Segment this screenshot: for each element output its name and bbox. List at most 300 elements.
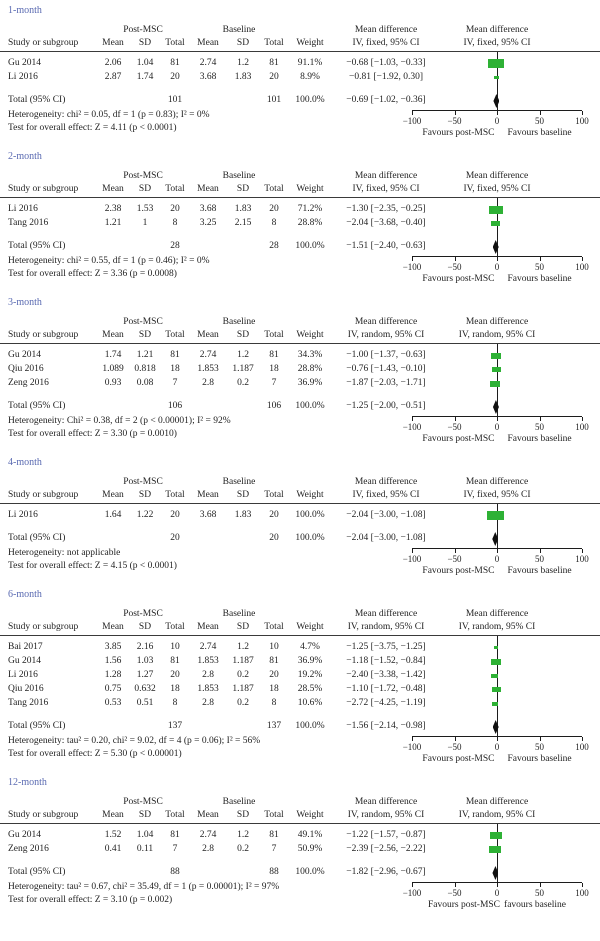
- x-axis-tick-label: 0: [494, 116, 500, 126]
- header-separator-line: [0, 635, 600, 636]
- x-axis-tick: [497, 549, 498, 553]
- ci-text: −0.76 [−1.43, −0.10]: [346, 364, 426, 374]
- heterogeneity-text: Heterogeneity: Chi² = 0.38, df = 2 (p < 0.00001); I² = 92%: [8, 416, 231, 426]
- post-msc-sd: 1.21: [136, 350, 154, 360]
- forest-panel: [0, 297, 600, 457]
- column-header-mean: Mean: [102, 330, 124, 340]
- study-name: Li 2016: [8, 670, 38, 680]
- x-axis-tick: [582, 111, 583, 115]
- weight-value: 10.6%: [297, 698, 323, 708]
- baseline-total: 81: [269, 58, 279, 68]
- ci-text: −2.72 [−4.25, −1.19]: [346, 698, 426, 708]
- x-axis-tick: [540, 417, 541, 421]
- favours-labels: [387, 900, 600, 911]
- forest-panel: [0, 151, 600, 297]
- total-post-msc-n: 137: [167, 721, 183, 731]
- post-msc-mean: 2.38: [104, 204, 122, 214]
- post-msc-total: 18: [170, 364, 180, 374]
- total-weight: 100.0%: [295, 533, 325, 543]
- baseline-sd: 1.2: [237, 642, 249, 652]
- post-msc-mean: 0.75: [104, 684, 122, 694]
- x-axis-tick-label: −100: [402, 888, 422, 898]
- baseline-total: 7: [271, 844, 277, 854]
- study-effect-square: [492, 687, 501, 692]
- x-axis-tick-label: 50: [535, 262, 544, 272]
- ci-text: −2.04 [−3.68, −0.40]: [346, 218, 426, 228]
- ci-text: −1.25 [−3.75, −1.25]: [346, 642, 426, 652]
- study-effect-square: [491, 353, 501, 359]
- column-header-sd: SD: [236, 184, 250, 194]
- post-msc-mean: 0.53: [104, 698, 122, 708]
- x-axis-tick: [455, 737, 456, 741]
- overall-effect-text: Test for overall effect: Z = 3.10 (p = 0.002): [8, 895, 173, 905]
- total-label: Total (95% CI): [8, 241, 66, 251]
- total-weight: 100.0%: [295, 721, 325, 731]
- group-header-post-msc: Post-MSC: [123, 171, 163, 181]
- group-header-post-msc: Post-MSC: [123, 25, 163, 35]
- heterogeneity-text: Heterogeneity: tau² = 0.20, chi² = 9.02, df = 4 (p = 0.06); I² = 56%: [8, 736, 261, 746]
- ci-text: −0.68 [−1.03, −0.33]: [346, 58, 426, 68]
- header-separator-line: [0, 51, 600, 52]
- total-post-msc-n: 20: [170, 533, 180, 543]
- overall-effect-text: Test for overall effect: Z = 5.30 (p < 0.00001): [8, 749, 182, 759]
- ci-text: −2.04 [−3.00, −1.08]: [346, 510, 426, 520]
- favours-right-label: Favours baseline: [507, 566, 572, 576]
- x-axis-tick: [455, 883, 456, 887]
- x-axis-tick-label: −100: [402, 554, 422, 564]
- post-msc-mean: 2.06: [104, 58, 122, 68]
- column-header-sd: SD: [236, 622, 250, 632]
- x-axis-tick: [582, 257, 583, 261]
- favours-left-label: Favours post-MSC: [422, 274, 495, 284]
- x-axis-tick: [540, 257, 541, 261]
- plot-title: Mean difference: [465, 609, 529, 619]
- post-msc-mean: 0.93: [104, 378, 122, 388]
- plot-title: Mean difference: [465, 171, 529, 181]
- column-header-method: IV, fixed, 95% CI: [352, 490, 420, 500]
- column-header-method: IV, random, 95% CI: [347, 622, 425, 632]
- x-axis-tick: [582, 737, 583, 741]
- x-axis-tick-label: 50: [535, 422, 544, 432]
- weight-value: 28.8%: [297, 218, 323, 228]
- post-msc-sd: 1: [142, 218, 148, 228]
- favours-left-label: Favours post-MSC: [422, 128, 495, 138]
- group-header-baseline: Baseline: [222, 317, 256, 327]
- post-msc-total: 81: [170, 350, 180, 360]
- forest-panel: [0, 457, 600, 589]
- total-baseline-n: 20: [269, 533, 279, 543]
- post-msc-sd: 1.27: [136, 670, 154, 680]
- plot-title: Mean difference: [465, 797, 529, 807]
- x-axis-tick-label: −50: [447, 116, 462, 126]
- study-name: Zeng 2016: [8, 844, 49, 854]
- column-header-total: Total: [264, 184, 284, 194]
- baseline-mean: 2.74: [199, 58, 217, 68]
- favours-right-label: Favours baseline: [507, 274, 572, 284]
- baseline-mean: 3.68: [199, 72, 217, 82]
- column-header-total: Total: [165, 622, 185, 632]
- x-axis-tick-label: 50: [535, 116, 544, 126]
- weight-value: 49.1%: [297, 830, 323, 840]
- column-header-total: Total: [264, 330, 284, 340]
- post-msc-sd: 0.11: [136, 844, 154, 854]
- total-ci-text: −1.56 [−2.14, −0.98]: [346, 721, 426, 731]
- total-post-msc-n: 28: [170, 241, 180, 251]
- study-effect-square: [491, 674, 498, 678]
- header-separator-line: [0, 343, 600, 344]
- study-name: Tang 2016: [8, 698, 49, 708]
- favours-left-label: Favours post-MSC: [427, 900, 501, 910]
- favours-left-label: Favours post-MSC: [422, 754, 495, 764]
- x-axis-tick-label: 0: [494, 888, 500, 898]
- column-header-mean: Mean: [197, 38, 219, 48]
- baseline-total: 18: [269, 684, 279, 694]
- x-axis-tick: [540, 737, 541, 741]
- weight-value: 28.5%: [297, 684, 323, 694]
- post-msc-total: 81: [170, 656, 180, 666]
- baseline-total: 20: [269, 72, 279, 82]
- total-baseline-n: 137: [266, 721, 282, 731]
- post-msc-mean: 1.21: [104, 218, 122, 228]
- favours-left-label: Favours post-MSC: [422, 566, 495, 576]
- total-ci-text: −0.69 [−1.02, −0.36]: [346, 95, 426, 105]
- post-msc-mean: 1.28: [104, 670, 122, 680]
- x-axis-tick: [412, 257, 413, 261]
- forest-panel: [0, 777, 600, 923]
- post-msc-total: 20: [170, 204, 180, 214]
- column-header-sd: SD: [236, 490, 250, 500]
- header-separator-line: [0, 197, 600, 198]
- column-header-mean: Mean: [197, 622, 219, 632]
- column-header-total: Total: [165, 330, 185, 340]
- post-msc-mean: 1.089: [102, 364, 124, 374]
- baseline-sd: 0.2: [237, 698, 249, 708]
- total-label: Total (95% CI): [8, 867, 66, 877]
- x-axis-tick-label: −50: [447, 742, 462, 752]
- baseline-total: 8: [271, 698, 277, 708]
- column-header-weight: Weight: [296, 38, 324, 48]
- study-name: Gu 2014: [8, 58, 41, 68]
- total-label: Total (95% CI): [8, 401, 66, 411]
- x-axis-tick: [540, 549, 541, 553]
- x-axis-tick-label: 100: [575, 742, 589, 752]
- post-msc-total: 20: [170, 670, 180, 680]
- x-axis-tick-label: 0: [494, 262, 500, 272]
- favours-right-label: Favours baseline: [507, 128, 572, 138]
- baseline-mean: 3.25: [199, 218, 217, 228]
- column-header-weight: Weight: [296, 490, 324, 500]
- total-label: Total (95% CI): [8, 721, 66, 731]
- study-name: Gu 2014: [8, 350, 41, 360]
- ci-text: −1.22 [−1.57, −0.87]: [346, 830, 426, 840]
- x-axis-tick: [497, 257, 498, 261]
- column-header-method: IV, fixed, 95% CI: [352, 38, 420, 48]
- x-axis-tick: [455, 257, 456, 261]
- baseline-mean: 1.853: [197, 364, 219, 374]
- favours-left-label: Favours post-MSC: [422, 434, 495, 444]
- column-header-study: Study or subgroup: [8, 810, 79, 820]
- x-axis-tick: [497, 111, 498, 115]
- md-column-title: Mean difference: [354, 797, 418, 807]
- x-axis-tick: [412, 111, 413, 115]
- x-axis-tick: [582, 549, 583, 553]
- post-msc-mean: 2.87: [104, 72, 122, 82]
- total-baseline-n: 101: [266, 95, 282, 105]
- baseline-mean: 2.8: [202, 378, 214, 388]
- x-axis-tick: [455, 549, 456, 553]
- group-header-post-msc: Post-MSC: [123, 477, 163, 487]
- post-msc-total: 20: [170, 72, 180, 82]
- x-axis-tick-label: 100: [575, 262, 589, 272]
- baseline-total: 18: [269, 364, 279, 374]
- total-baseline-n: 106: [266, 401, 282, 411]
- study-effect-square: [491, 659, 501, 665]
- overall-effect-text: Test for overall effect: Z = 4.11 (p < 0.0001): [8, 123, 177, 133]
- baseline-total: 8: [271, 218, 277, 228]
- baseline-sd: 1.2: [237, 58, 249, 68]
- x-axis-tick-label: 100: [575, 888, 589, 898]
- baseline-sd: 1.187: [232, 656, 254, 666]
- column-header-total: Total: [165, 38, 185, 48]
- x-axis-tick-label: −50: [447, 554, 462, 564]
- weight-value: 36.9%: [297, 378, 323, 388]
- column-header-sd: SD: [236, 38, 250, 48]
- x-axis-tick: [582, 417, 583, 421]
- md-column-title: Mean difference: [354, 609, 418, 619]
- study-name: Qiu 2016: [8, 364, 44, 374]
- ci-text: −1.10 [−1.72, −0.48]: [346, 684, 426, 694]
- forest-panel: [0, 5, 600, 151]
- baseline-total: 20: [269, 204, 279, 214]
- x-axis-tick: [412, 417, 413, 421]
- x-axis-tick-label: 0: [494, 422, 500, 432]
- post-msc-sd: 1.04: [136, 58, 154, 68]
- favours-right-label: Favours baseline: [507, 434, 572, 444]
- column-header-mean: Mean: [102, 38, 124, 48]
- column-header-weight: Weight: [296, 184, 324, 194]
- panel-title: 1-month: [8, 5, 42, 16]
- ci-text: −1.00 [−1.37, −0.63]: [346, 350, 426, 360]
- column-header-weight: Weight: [296, 810, 324, 820]
- baseline-sd: 1.83: [234, 204, 252, 214]
- ci-text: −0.81 [−1.92, 0.30]: [348, 72, 424, 82]
- baseline-sd: 2.15: [234, 218, 252, 228]
- post-msc-total: 81: [170, 58, 180, 68]
- total-post-msc-n: 88: [170, 867, 180, 877]
- post-msc-sd: 0.08: [136, 378, 154, 388]
- md-column-title: Mean difference: [354, 25, 418, 35]
- group-header-baseline: Baseline: [222, 477, 256, 487]
- x-axis-tick-label: 50: [535, 888, 544, 898]
- group-header-post-msc: Post-MSC: [123, 609, 163, 619]
- column-header-total: Total: [165, 490, 185, 500]
- column-header-weight: Weight: [296, 330, 324, 340]
- plot-method-label: IV, fixed, 95% CI: [463, 490, 531, 500]
- plot-method-label: IV, fixed, 95% CI: [463, 184, 531, 194]
- favours-labels: [387, 566, 600, 577]
- total-post-msc-n: 101: [167, 95, 183, 105]
- post-msc-mean: 1.52: [104, 830, 122, 840]
- column-header-mean: Mean: [102, 810, 124, 820]
- total-effect-diamond: [493, 400, 499, 414]
- study-name: Li 2016: [8, 510, 38, 520]
- plot-method-label: IV, random, 95% CI: [458, 622, 536, 632]
- heterogeneity-text: Heterogeneity: not applicable: [8, 548, 121, 558]
- baseline-total: 7: [271, 378, 277, 388]
- total-label: Total (95% CI): [8, 533, 66, 543]
- group-header-baseline: Baseline: [222, 797, 256, 807]
- post-msc-total: 20: [170, 510, 180, 520]
- x-axis-tick-label: −100: [402, 742, 422, 752]
- baseline-mean: 2.74: [199, 642, 217, 652]
- ci-text: −1.87 [−2.03, −1.71]: [346, 378, 426, 388]
- md-column-title: Mean difference: [354, 317, 418, 327]
- weight-value: 50.9%: [297, 844, 323, 854]
- weight-value: 100.0%: [295, 510, 325, 520]
- ci-text: −1.18 [−1.52, −0.84]: [346, 656, 426, 666]
- baseline-sd: 1.83: [234, 72, 252, 82]
- x-axis-tick-label: −100: [402, 116, 422, 126]
- column-header-sd: SD: [138, 184, 152, 194]
- baseline-total: 20: [269, 510, 279, 520]
- total-effect-diamond: [493, 94, 499, 108]
- post-msc-total: 81: [170, 830, 180, 840]
- column-header-total: Total: [264, 810, 284, 820]
- post-msc-total: 10: [170, 642, 180, 652]
- x-axis-tick-label: −50: [447, 262, 462, 272]
- weight-value: 28.8%: [297, 364, 323, 374]
- ci-text: −2.40 [−3.38, −1.42]: [346, 670, 426, 680]
- weight-value: 71.2%: [297, 204, 323, 214]
- x-axis-tick: [540, 883, 541, 887]
- study-effect-square: [487, 511, 504, 520]
- column-header-study: Study or subgroup: [8, 38, 79, 48]
- post-msc-mean: 1.74: [104, 350, 122, 360]
- x-axis-tick: [455, 417, 456, 421]
- study-effect-square: [489, 846, 501, 853]
- md-column-title: Mean difference: [354, 171, 418, 181]
- post-msc-sd: 0.632: [134, 684, 156, 694]
- x-axis-tick-label: −100: [402, 422, 422, 432]
- post-msc-mean: 0.41: [104, 844, 122, 854]
- study-name: Zeng 2016: [8, 378, 49, 388]
- panel-title: 12-month: [8, 777, 47, 788]
- x-axis-tick-label: 100: [575, 116, 589, 126]
- column-header-weight: Weight: [296, 622, 324, 632]
- study-effect-square: [492, 702, 498, 706]
- heterogeneity-text: Heterogeneity: chi² = 0.05, df = 1 (p = 0.83); I² = 0%: [8, 110, 210, 120]
- total-weight: 100.0%: [295, 867, 325, 877]
- column-header-sd: SD: [138, 810, 152, 820]
- total-ci-text: −1.25 [−2.00, −0.51]: [346, 401, 426, 411]
- study-name: Qiu 2016: [8, 684, 44, 694]
- study-effect-square: [492, 367, 501, 372]
- baseline-mean: 2.8: [202, 844, 214, 854]
- x-axis-tick: [497, 883, 498, 887]
- favours-labels: [387, 754, 600, 765]
- baseline-sd: 1.187: [232, 684, 254, 694]
- x-axis-tick-label: −50: [447, 888, 462, 898]
- forest-panel: [0, 589, 600, 777]
- column-header-mean: Mean: [197, 184, 219, 194]
- post-msc-sd: 1.53: [136, 204, 154, 214]
- x-axis-tick-label: 50: [535, 742, 544, 752]
- x-axis-tick-label: −100: [402, 262, 422, 272]
- baseline-mean: 2.8: [202, 698, 214, 708]
- x-axis-tick-label: 50: [535, 554, 544, 564]
- baseline-mean: 2.8: [202, 670, 214, 680]
- plot-title: Mean difference: [465, 317, 529, 327]
- column-header-study: Study or subgroup: [8, 490, 79, 500]
- post-msc-sd: 0.51: [136, 698, 154, 708]
- total-weight: 100.0%: [295, 241, 325, 251]
- total-post-msc-n: 106: [167, 401, 183, 411]
- x-axis-tick: [455, 111, 456, 115]
- column-header-study: Study or subgroup: [8, 184, 79, 194]
- column-header-total: Total: [165, 810, 185, 820]
- post-msc-total: 8: [172, 698, 178, 708]
- ci-text: −1.30 [−2.35, −0.25]: [346, 204, 426, 214]
- column-header-study: Study or subgroup: [8, 330, 79, 340]
- zero-line: [497, 636, 498, 736]
- ci-text: −2.39 [−2.56, −2.22]: [346, 844, 426, 854]
- column-header-sd: SD: [138, 330, 152, 340]
- x-axis-tick-label: 100: [575, 554, 589, 564]
- favours-labels: [387, 128, 600, 139]
- group-header-baseline: Baseline: [222, 171, 256, 181]
- x-axis-tick: [412, 737, 413, 741]
- column-header-total: Total: [165, 184, 185, 194]
- panel-title: 3-month: [8, 297, 42, 308]
- group-header-baseline: Baseline: [222, 609, 256, 619]
- total-ci-text: −1.51 [−2.40, −0.63]: [346, 241, 426, 251]
- post-msc-mean: 1.64: [104, 510, 122, 520]
- column-header-sd: SD: [236, 810, 250, 820]
- post-msc-sd: 0.818: [134, 364, 156, 374]
- column-header-method: IV, fixed, 95% CI: [352, 184, 420, 194]
- study-name: Gu 2014: [8, 830, 41, 840]
- group-header-post-msc: Post-MSC: [123, 317, 163, 327]
- column-header-total: Total: [264, 490, 284, 500]
- baseline-total: 20: [269, 670, 279, 680]
- baseline-sd: 0.2: [237, 844, 249, 854]
- baseline-total: 81: [269, 350, 279, 360]
- column-header-sd: SD: [138, 622, 152, 632]
- x-axis-tick: [412, 549, 413, 553]
- study-name: Tang 2016: [8, 218, 49, 228]
- study-name: Li 2016: [8, 72, 38, 82]
- total-weight: 100.0%: [295, 401, 325, 411]
- column-header-sd: SD: [138, 490, 152, 500]
- plot-method-label: IV, random, 95% CI: [458, 810, 536, 820]
- baseline-mean: 3.68: [199, 204, 217, 214]
- post-msc-total: 7: [172, 844, 178, 854]
- overall-effect-text: Test for overall effect: Z = 3.30 (p = 0.0010): [8, 429, 177, 439]
- baseline-sd: 0.2: [237, 378, 249, 388]
- study-effect-square: [494, 76, 499, 79]
- post-msc-sd: 1.22: [136, 510, 154, 520]
- column-header-total: Total: [264, 38, 284, 48]
- study-effect-square: [494, 646, 498, 649]
- post-msc-total: 8: [172, 218, 178, 228]
- column-header-mean: Mean: [197, 810, 219, 820]
- baseline-total: 81: [269, 830, 279, 840]
- column-header-method: IV, random, 95% CI: [347, 330, 425, 340]
- post-msc-total: 7: [172, 378, 178, 388]
- md-column-title: Mean difference: [354, 477, 418, 487]
- post-msc-mean: 3.85: [104, 642, 122, 652]
- panel-title: 6-month: [8, 589, 42, 600]
